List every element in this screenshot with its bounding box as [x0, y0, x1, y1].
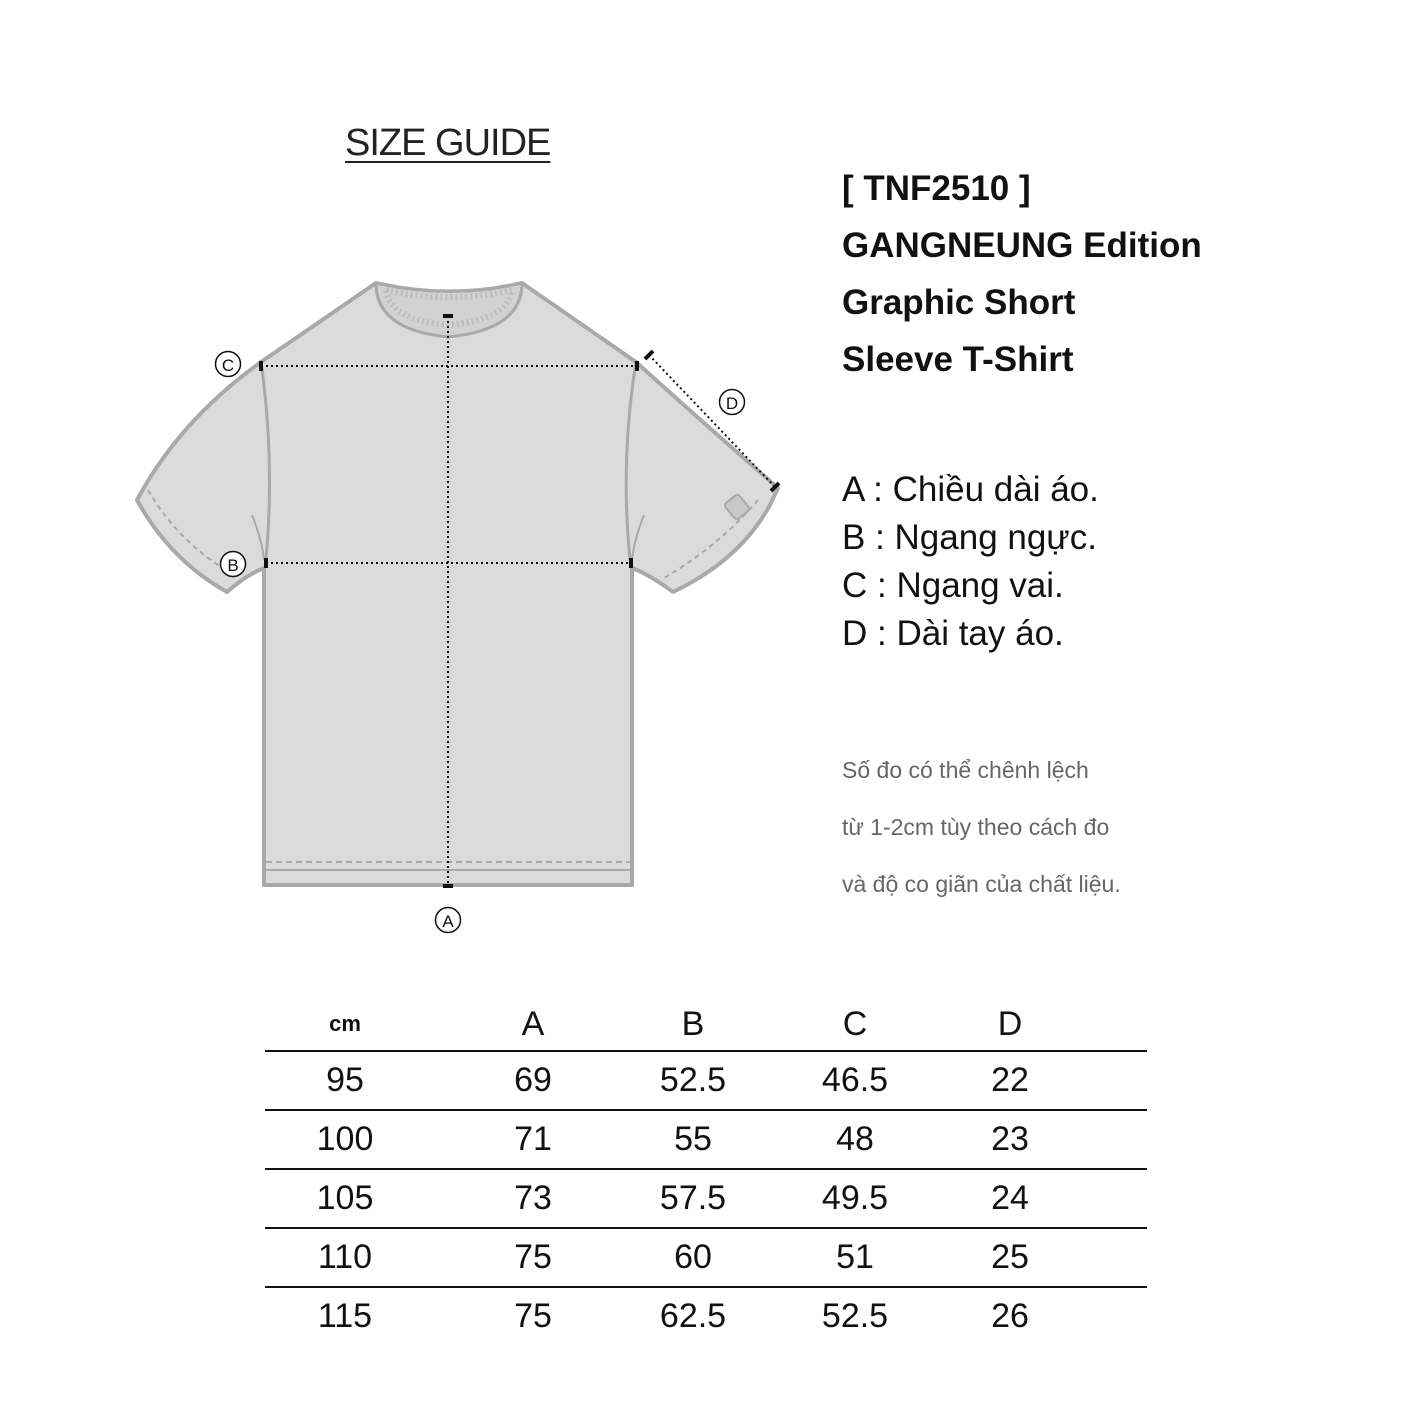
- table-cell: 26: [991, 1297, 1029, 1335]
- table-cell: 73: [514, 1179, 552, 1217]
- table-cell: 75: [514, 1238, 552, 1276]
- table-cell: 75: [514, 1297, 552, 1335]
- table-row: [265, 1229, 1147, 1288]
- table-cell: 105: [316, 1179, 374, 1217]
- size-table: [265, 1000, 1147, 1345]
- table-cell: 57.5: [659, 1179, 727, 1217]
- table-row: [265, 1288, 1147, 1345]
- measurement-legend: [842, 466, 1099, 658]
- table-cell: 115: [317, 1297, 373, 1335]
- product-name-line-1: GANGNEUNG Edition: [842, 226, 1202, 265]
- table-header-row: [265, 1000, 1147, 1052]
- header-a: A: [521, 1005, 545, 1043]
- table-cell: 110: [317, 1238, 373, 1276]
- measurement-note: [842, 742, 1121, 913]
- table-cell: 22: [991, 1061, 1029, 1099]
- legend-item-d: D : Dài tay áo.: [842, 614, 1064, 653]
- table-row: [265, 1170, 1147, 1229]
- note-line-2: từ 1-2cm tùy theo cách đo: [842, 814, 1110, 840]
- header-b: B: [681, 1005, 705, 1043]
- table-row: [265, 1111, 1147, 1170]
- header-d: D: [997, 1005, 1023, 1043]
- marker-c: [216, 352, 241, 377]
- product-code: [ TNF2510 ]: [842, 169, 1031, 208]
- table-cell: 24: [991, 1179, 1029, 1217]
- table-cell: 69: [514, 1061, 552, 1099]
- table-cell: 25: [991, 1238, 1029, 1276]
- svg-text:C: C: [221, 356, 235, 375]
- table-cell: 49.5: [821, 1179, 889, 1217]
- note-line-3: và độ co giãn của chất liệu.: [842, 871, 1121, 897]
- table-cell: 100: [316, 1120, 374, 1158]
- svg-text:B: B: [227, 556, 239, 575]
- table-cell: 52.5: [821, 1297, 889, 1335]
- table-cell: 46.5: [821, 1061, 889, 1099]
- table-cell: 71: [514, 1120, 552, 1158]
- product-name-line-2: Graphic Short: [842, 283, 1076, 322]
- svg-text:A: A: [442, 912, 454, 931]
- page-title: SIZE GUIDE: [345, 122, 551, 164]
- note-line-1: Số đo có thể chênh lệch: [842, 757, 1089, 783]
- table-cell: 55: [674, 1120, 712, 1158]
- table-cell: 23: [991, 1120, 1029, 1158]
- table-cell: 62.5: [659, 1297, 727, 1335]
- legend-item-a: A : Chiều dài áo.: [842, 470, 1099, 509]
- table-cell: 51: [836, 1238, 874, 1276]
- table-cell: 60: [674, 1238, 712, 1276]
- table-row: [265, 1052, 1147, 1111]
- marker-b: [221, 552, 246, 577]
- svg-text:D: D: [725, 394, 739, 413]
- table-cell: 48: [836, 1120, 874, 1158]
- table-cell: 52.5: [659, 1061, 727, 1099]
- header-c: C: [842, 1005, 868, 1043]
- marker-a: [436, 908, 461, 933]
- marker-d: [720, 390, 745, 415]
- header-unit: cm: [329, 1011, 361, 1036]
- legend-item-c: C : Ngang vai.: [842, 566, 1064, 605]
- legend-item-b: B : Ngang ngực.: [842, 518, 1097, 557]
- product-name-line-3: Sleeve T-Shirt: [842, 340, 1074, 379]
- table-cell: 95: [326, 1061, 364, 1099]
